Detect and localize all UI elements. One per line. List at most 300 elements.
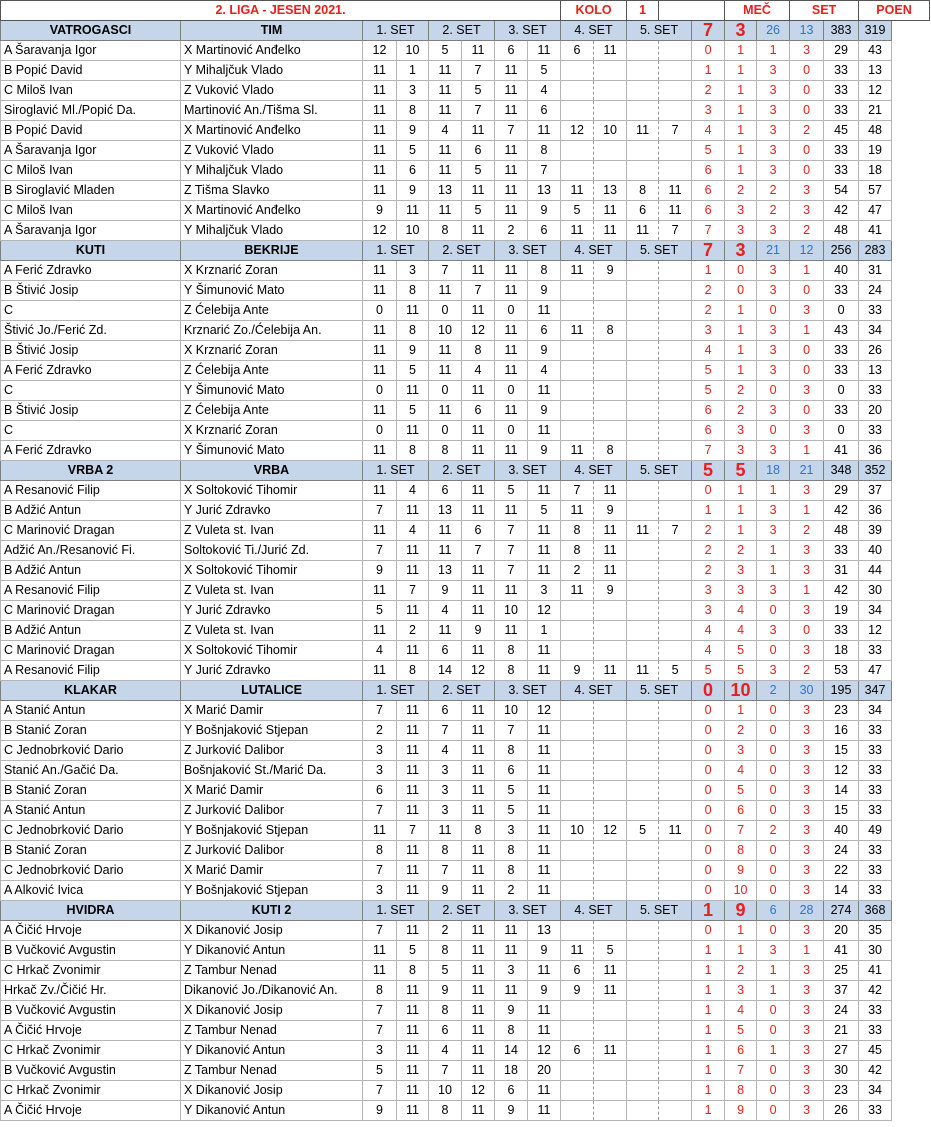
mec-label: MEČ	[725, 1, 790, 21]
home-player: C	[1, 421, 181, 441]
sets-home: 0	[757, 761, 790, 781]
running-score-away: 3	[725, 221, 757, 241]
set-score: 9	[528, 401, 561, 421]
set-score: 2	[363, 721, 397, 741]
table-row	[1, 1001, 930, 1021]
running-score-away: 8	[725, 841, 757, 861]
home-player: B Adžić Antun	[1, 561, 181, 581]
set-score: 7	[429, 861, 462, 881]
set-score	[627, 701, 659, 721]
set-score: 11	[627, 521, 659, 541]
set-score: 11	[462, 841, 495, 861]
points-home: 22	[824, 861, 859, 881]
points-away: 45	[859, 1041, 892, 1061]
set-score	[594, 1001, 627, 1021]
set-score	[594, 781, 627, 801]
set-score: 5	[659, 661, 692, 681]
set-score: 10	[397, 221, 429, 241]
set-score: 5	[462, 161, 495, 181]
set-score: 11	[495, 501, 528, 521]
set-score: 11	[495, 321, 528, 341]
sets-home: 0	[757, 1061, 790, 1081]
set-score: 8	[429, 841, 462, 861]
sets-home: 0	[757, 801, 790, 821]
set-score: 6	[462, 521, 495, 541]
sets-away: 3	[790, 981, 824, 1001]
sets-home: 3	[757, 81, 790, 101]
sets-home: 0	[757, 741, 790, 761]
set-score	[594, 761, 627, 781]
set-score: 12	[462, 661, 495, 681]
sets-home: 0	[757, 641, 790, 661]
sets-away: 3	[790, 921, 824, 941]
running-score-home: 1	[692, 1101, 725, 1121]
set-score: 11	[462, 781, 495, 801]
home-player: A Čičić Hrvoje	[1, 1021, 181, 1041]
table-row	[1, 641, 930, 661]
set-score: 11	[397, 421, 429, 441]
away-team: LUTALICE	[181, 681, 363, 701]
set-score	[659, 1001, 692, 1021]
points-away: 34	[859, 701, 892, 721]
home-player: C	[1, 381, 181, 401]
set-score: 4	[429, 121, 462, 141]
set-score	[594, 1101, 627, 1121]
points-home: 15	[824, 741, 859, 761]
set-score: 11	[462, 701, 495, 721]
set-score: 11	[462, 641, 495, 661]
set-score: 11	[528, 1001, 561, 1021]
set-score: 11	[561, 941, 594, 961]
points-home: 18	[824, 641, 859, 661]
running-score-away: 2	[725, 721, 757, 741]
sets-home: 0	[757, 1021, 790, 1041]
running-score-home: 0	[692, 921, 725, 941]
away-player: X Marić Damir	[181, 861, 363, 881]
table-row	[1, 361, 930, 381]
table-row	[1, 1021, 930, 1041]
sets-home: 0	[757, 1081, 790, 1101]
running-score-away: 1	[725, 301, 757, 321]
poen-label: POEN	[859, 1, 930, 21]
set-score: 7	[495, 721, 528, 741]
table-row	[1, 321, 930, 341]
set-score: 7	[363, 861, 397, 881]
points-away: 36	[859, 441, 892, 461]
points-away: 33	[859, 381, 892, 401]
set-score: 11	[528, 781, 561, 801]
set-score: 11	[462, 581, 495, 601]
running-score-away: 3	[725, 421, 757, 441]
away-player: Z Vuleta st. Ivan	[181, 621, 363, 641]
away-player: Y Bošnjaković Stjepan	[181, 721, 363, 741]
points-home: 45	[824, 121, 859, 141]
table-row	[1, 761, 930, 781]
away-player: X Soltoković Tihomir	[181, 641, 363, 661]
set-score: 12	[528, 701, 561, 721]
set-score	[561, 1001, 594, 1021]
set-score: 14	[429, 661, 462, 681]
set-score: 11	[397, 301, 429, 321]
home-player: A Čičić Hrvoje	[1, 1101, 181, 1121]
match-score-away: 5	[725, 461, 757, 481]
set-score: 11	[397, 201, 429, 221]
set-score	[627, 601, 659, 621]
set-score	[627, 321, 659, 341]
set-label: SET	[790, 1, 859, 21]
points-home: 48	[824, 221, 859, 241]
set-score: 11	[495, 261, 528, 281]
set-score: 11	[363, 941, 397, 961]
set-score	[659, 341, 692, 361]
set-score: 11	[528, 41, 561, 61]
running-score-home: 7	[692, 441, 725, 461]
sets-away: 3	[790, 41, 824, 61]
points-home: 24	[824, 1001, 859, 1021]
sets-home: 1	[757, 41, 790, 61]
running-score-away: 3	[725, 441, 757, 461]
sets-away: 1	[790, 441, 824, 461]
points-home: 33	[824, 61, 859, 81]
set-score: 11	[397, 501, 429, 521]
set-score	[561, 701, 594, 721]
running-score-home: 1	[692, 501, 725, 521]
home-team: KLAKAR	[1, 681, 181, 701]
match-header	[1, 241, 930, 261]
set-score: 11	[528, 821, 561, 841]
match-score-home: 7	[692, 241, 725, 261]
set-score: 7	[659, 221, 692, 241]
sets-won-away: 30	[790, 681, 824, 701]
set-score	[627, 721, 659, 741]
away-player: Z Jurković Dalibor	[181, 801, 363, 821]
set-score: 11	[495, 401, 528, 421]
sets-away: 3	[790, 801, 824, 821]
set-score: 11	[528, 641, 561, 661]
sets-home: 3	[757, 121, 790, 141]
set-score: 8	[429, 1101, 462, 1121]
sets-home: 0	[757, 721, 790, 741]
sets-home: 0	[757, 921, 790, 941]
set-score: 11	[429, 361, 462, 381]
set-score	[659, 541, 692, 561]
set-score: 5	[397, 361, 429, 381]
set-score: 5	[397, 141, 429, 161]
set-label: 4. SET	[561, 21, 627, 41]
set-score	[659, 581, 692, 601]
set-score: 12	[363, 41, 397, 61]
set-score: 2	[397, 621, 429, 641]
set-score	[659, 641, 692, 661]
set-score	[561, 1101, 594, 1121]
sets-away: 0	[790, 401, 824, 421]
running-score-away: 7	[725, 821, 757, 841]
sets-home: 2	[757, 181, 790, 201]
set-score: 8	[495, 741, 528, 761]
sets-home: 2	[757, 821, 790, 841]
set-score: 11	[528, 801, 561, 821]
points-away: 12	[859, 621, 892, 641]
points-home: 48	[824, 521, 859, 541]
sets-won-home: 2	[757, 681, 790, 701]
set-score	[627, 861, 659, 881]
away-player: Y Dikanović Antun	[181, 1041, 363, 1061]
set-score: 7	[495, 521, 528, 541]
set-score	[594, 361, 627, 381]
set-score: 13	[429, 561, 462, 581]
set-score: 11	[495, 581, 528, 601]
sets-away: 3	[790, 761, 824, 781]
set-score	[659, 101, 692, 121]
set-label: 1. SET	[363, 21, 429, 41]
set-score: 11	[397, 761, 429, 781]
set-score: 11	[397, 381, 429, 401]
match-score-home: 1	[692, 901, 725, 921]
set-score	[627, 1041, 659, 1061]
home-player: B Popić David	[1, 121, 181, 141]
points-home: 54	[824, 181, 859, 201]
set-label: 4. SET	[561, 681, 627, 701]
set-score: 11	[429, 101, 462, 121]
set-score: 8	[495, 641, 528, 661]
set-score: 5	[363, 1061, 397, 1081]
sets-away: 0	[790, 341, 824, 361]
set-score: 6	[528, 321, 561, 341]
set-score: 9	[397, 341, 429, 361]
table-row	[1, 201, 930, 221]
set-score: 11	[363, 81, 397, 101]
sets-away: 3	[790, 181, 824, 201]
set-score: 7	[363, 701, 397, 721]
home-player: B Štivić Josip	[1, 401, 181, 421]
set-score: 5	[528, 61, 561, 81]
set-score: 11	[495, 61, 528, 81]
home-player: A Stanić Antun	[1, 701, 181, 721]
set-label: 3. SET	[495, 461, 561, 481]
points-away: 34	[859, 1081, 892, 1101]
home-player: C Hrkač Zvonimir	[1, 1041, 181, 1061]
set-score: 7	[363, 541, 397, 561]
away-player: X Krznarić Zoran	[181, 341, 363, 361]
set-score: 11	[594, 961, 627, 981]
sets-away: 1	[790, 581, 824, 601]
points-home: 33	[824, 141, 859, 161]
points-home: 15	[824, 801, 859, 821]
running-score-away: 1	[725, 61, 757, 81]
set-score: 4	[397, 481, 429, 501]
set-score: 11	[528, 1101, 561, 1121]
home-player: A Šaravanja Igor	[1, 41, 181, 61]
points-away: 33	[859, 721, 892, 741]
set-score: 11	[462, 501, 495, 521]
set-score: 11	[561, 441, 594, 461]
sets-home: 0	[757, 421, 790, 441]
set-label: 2. SET	[429, 21, 495, 41]
set-score: 2	[561, 561, 594, 581]
points-home: 26	[824, 1101, 859, 1121]
away-player: X Soltoković Tihomir	[181, 481, 363, 501]
sets-home: 1	[757, 541, 790, 561]
running-score-away: 8	[725, 1081, 757, 1101]
set-score: 12	[561, 121, 594, 141]
set-score: 9	[528, 441, 561, 461]
sets-away: 2	[790, 221, 824, 241]
points-away: 33	[859, 1001, 892, 1021]
set-score: 7	[429, 1061, 462, 1081]
set-score: 7	[429, 261, 462, 281]
set-score: 11	[495, 361, 528, 381]
set-score: 10	[495, 601, 528, 621]
sets-home: 3	[757, 501, 790, 521]
away-player: Y Mihaljčuk Vlado	[181, 161, 363, 181]
sets-away: 3	[790, 1041, 824, 1061]
running-score-home: 4	[692, 641, 725, 661]
away-player: X Martinović Anđelko	[181, 201, 363, 221]
set-score: 7	[363, 1001, 397, 1021]
sets-home: 0	[757, 861, 790, 881]
sets-away: 2	[790, 521, 824, 541]
set-score: 7	[495, 121, 528, 141]
running-score-away: 1	[725, 81, 757, 101]
set-score	[659, 41, 692, 61]
set-score: 8	[495, 861, 528, 881]
set-score: 11	[594, 1041, 627, 1061]
set-score: 11	[528, 541, 561, 561]
set-score: 6	[462, 141, 495, 161]
set-score: 11	[363, 661, 397, 681]
set-score: 8	[363, 981, 397, 1001]
set-score	[659, 281, 692, 301]
set-score	[659, 421, 692, 441]
set-score	[561, 61, 594, 81]
away-player: Z Jurković Dalibor	[181, 741, 363, 761]
set-score	[594, 701, 627, 721]
set-label: 4. SET	[561, 461, 627, 481]
set-score	[659, 61, 692, 81]
set-score: 11	[462, 981, 495, 1001]
running-score-home: 0	[692, 841, 725, 861]
running-score-home: 2	[692, 541, 725, 561]
running-score-away: 1	[725, 41, 757, 61]
running-score-home: 1	[692, 1081, 725, 1101]
set-score	[627, 301, 659, 321]
away-player: Y Jurić Zdravko	[181, 601, 363, 621]
away-player: Dikanović Jo./Dikanović An.	[181, 981, 363, 1001]
points-home: 33	[824, 361, 859, 381]
running-score-home: 6	[692, 161, 725, 181]
match-score-away: 3	[725, 21, 757, 41]
points-home: 0	[824, 381, 859, 401]
set-score: 11	[363, 341, 397, 361]
running-score-home: 0	[692, 801, 725, 821]
set-score	[627, 421, 659, 441]
set-score: 11	[528, 741, 561, 761]
away-player: X Krznarić Zoran	[181, 261, 363, 281]
running-score-home: 6	[692, 181, 725, 201]
set-score: 7	[561, 481, 594, 501]
away-player: Krznarić Zo./Ćelebija An.	[181, 321, 363, 341]
set-score	[594, 381, 627, 401]
set-score: 8	[594, 441, 627, 461]
running-score-away: 1	[725, 101, 757, 121]
set-score: 3	[429, 761, 462, 781]
set-score: 5	[627, 821, 659, 841]
set-score: 8	[429, 441, 462, 461]
sets-away: 3	[790, 1061, 824, 1081]
sets-home: 0	[757, 701, 790, 721]
set-score: 10	[429, 321, 462, 341]
set-score: 11	[429, 141, 462, 161]
running-score-home: 1	[692, 1041, 725, 1061]
sets-won-home: 18	[757, 461, 790, 481]
set-score	[627, 961, 659, 981]
set-score	[627, 281, 659, 301]
set-score: 12	[462, 1081, 495, 1101]
set-score	[627, 781, 659, 801]
points-home: 0	[824, 301, 859, 321]
set-score	[561, 921, 594, 941]
home-player: A Čičić Hrvoje	[1, 921, 181, 941]
sets-away: 2	[790, 121, 824, 141]
points-home: 31	[824, 561, 859, 581]
set-score	[561, 81, 594, 101]
set-score: 12	[528, 1041, 561, 1061]
set-score: 11	[462, 181, 495, 201]
points-home: 42	[824, 201, 859, 221]
away-player: Y Jurić Zdravko	[181, 501, 363, 521]
set-score: 5	[495, 801, 528, 821]
running-score-home: 2	[692, 301, 725, 321]
set-score	[627, 1021, 659, 1041]
running-score-home: 3	[692, 101, 725, 121]
sets-home: 3	[757, 161, 790, 181]
running-score-home: 6	[692, 201, 725, 221]
set-score	[561, 841, 594, 861]
sets-home: 3	[757, 61, 790, 81]
set-score: 11	[397, 641, 429, 661]
home-player: B Stanić Zoran	[1, 841, 181, 861]
set-score	[659, 321, 692, 341]
set-score	[594, 101, 627, 121]
points-away: 33	[859, 741, 892, 761]
set-score: 8	[397, 281, 429, 301]
set-score: 11	[528, 1021, 561, 1041]
points-home: 42	[824, 501, 859, 521]
points-home: 53	[824, 661, 859, 681]
set-score: 11	[594, 541, 627, 561]
table-row	[1, 181, 930, 201]
table-row	[1, 301, 930, 321]
set-label: 2. SET	[429, 241, 495, 261]
set-score: 4	[528, 81, 561, 101]
away-player: Y Dikanović Antun	[181, 1101, 363, 1121]
points-away: 33	[859, 761, 892, 781]
points-home: 24	[824, 841, 859, 861]
set-score	[627, 501, 659, 521]
home-player: B Adžić Antun	[1, 621, 181, 641]
sets-away: 3	[790, 1081, 824, 1101]
set-score: 4	[462, 361, 495, 381]
points-home: 195	[824, 681, 859, 701]
points-away: 319	[859, 21, 892, 41]
set-score: 11	[397, 1081, 429, 1101]
set-score	[627, 621, 659, 641]
home-player: Adžić An./Resanović Fi.	[1, 541, 181, 561]
set-score	[594, 341, 627, 361]
set-score: 11	[397, 1001, 429, 1021]
set-score: 11	[397, 561, 429, 581]
set-score: 7	[397, 581, 429, 601]
